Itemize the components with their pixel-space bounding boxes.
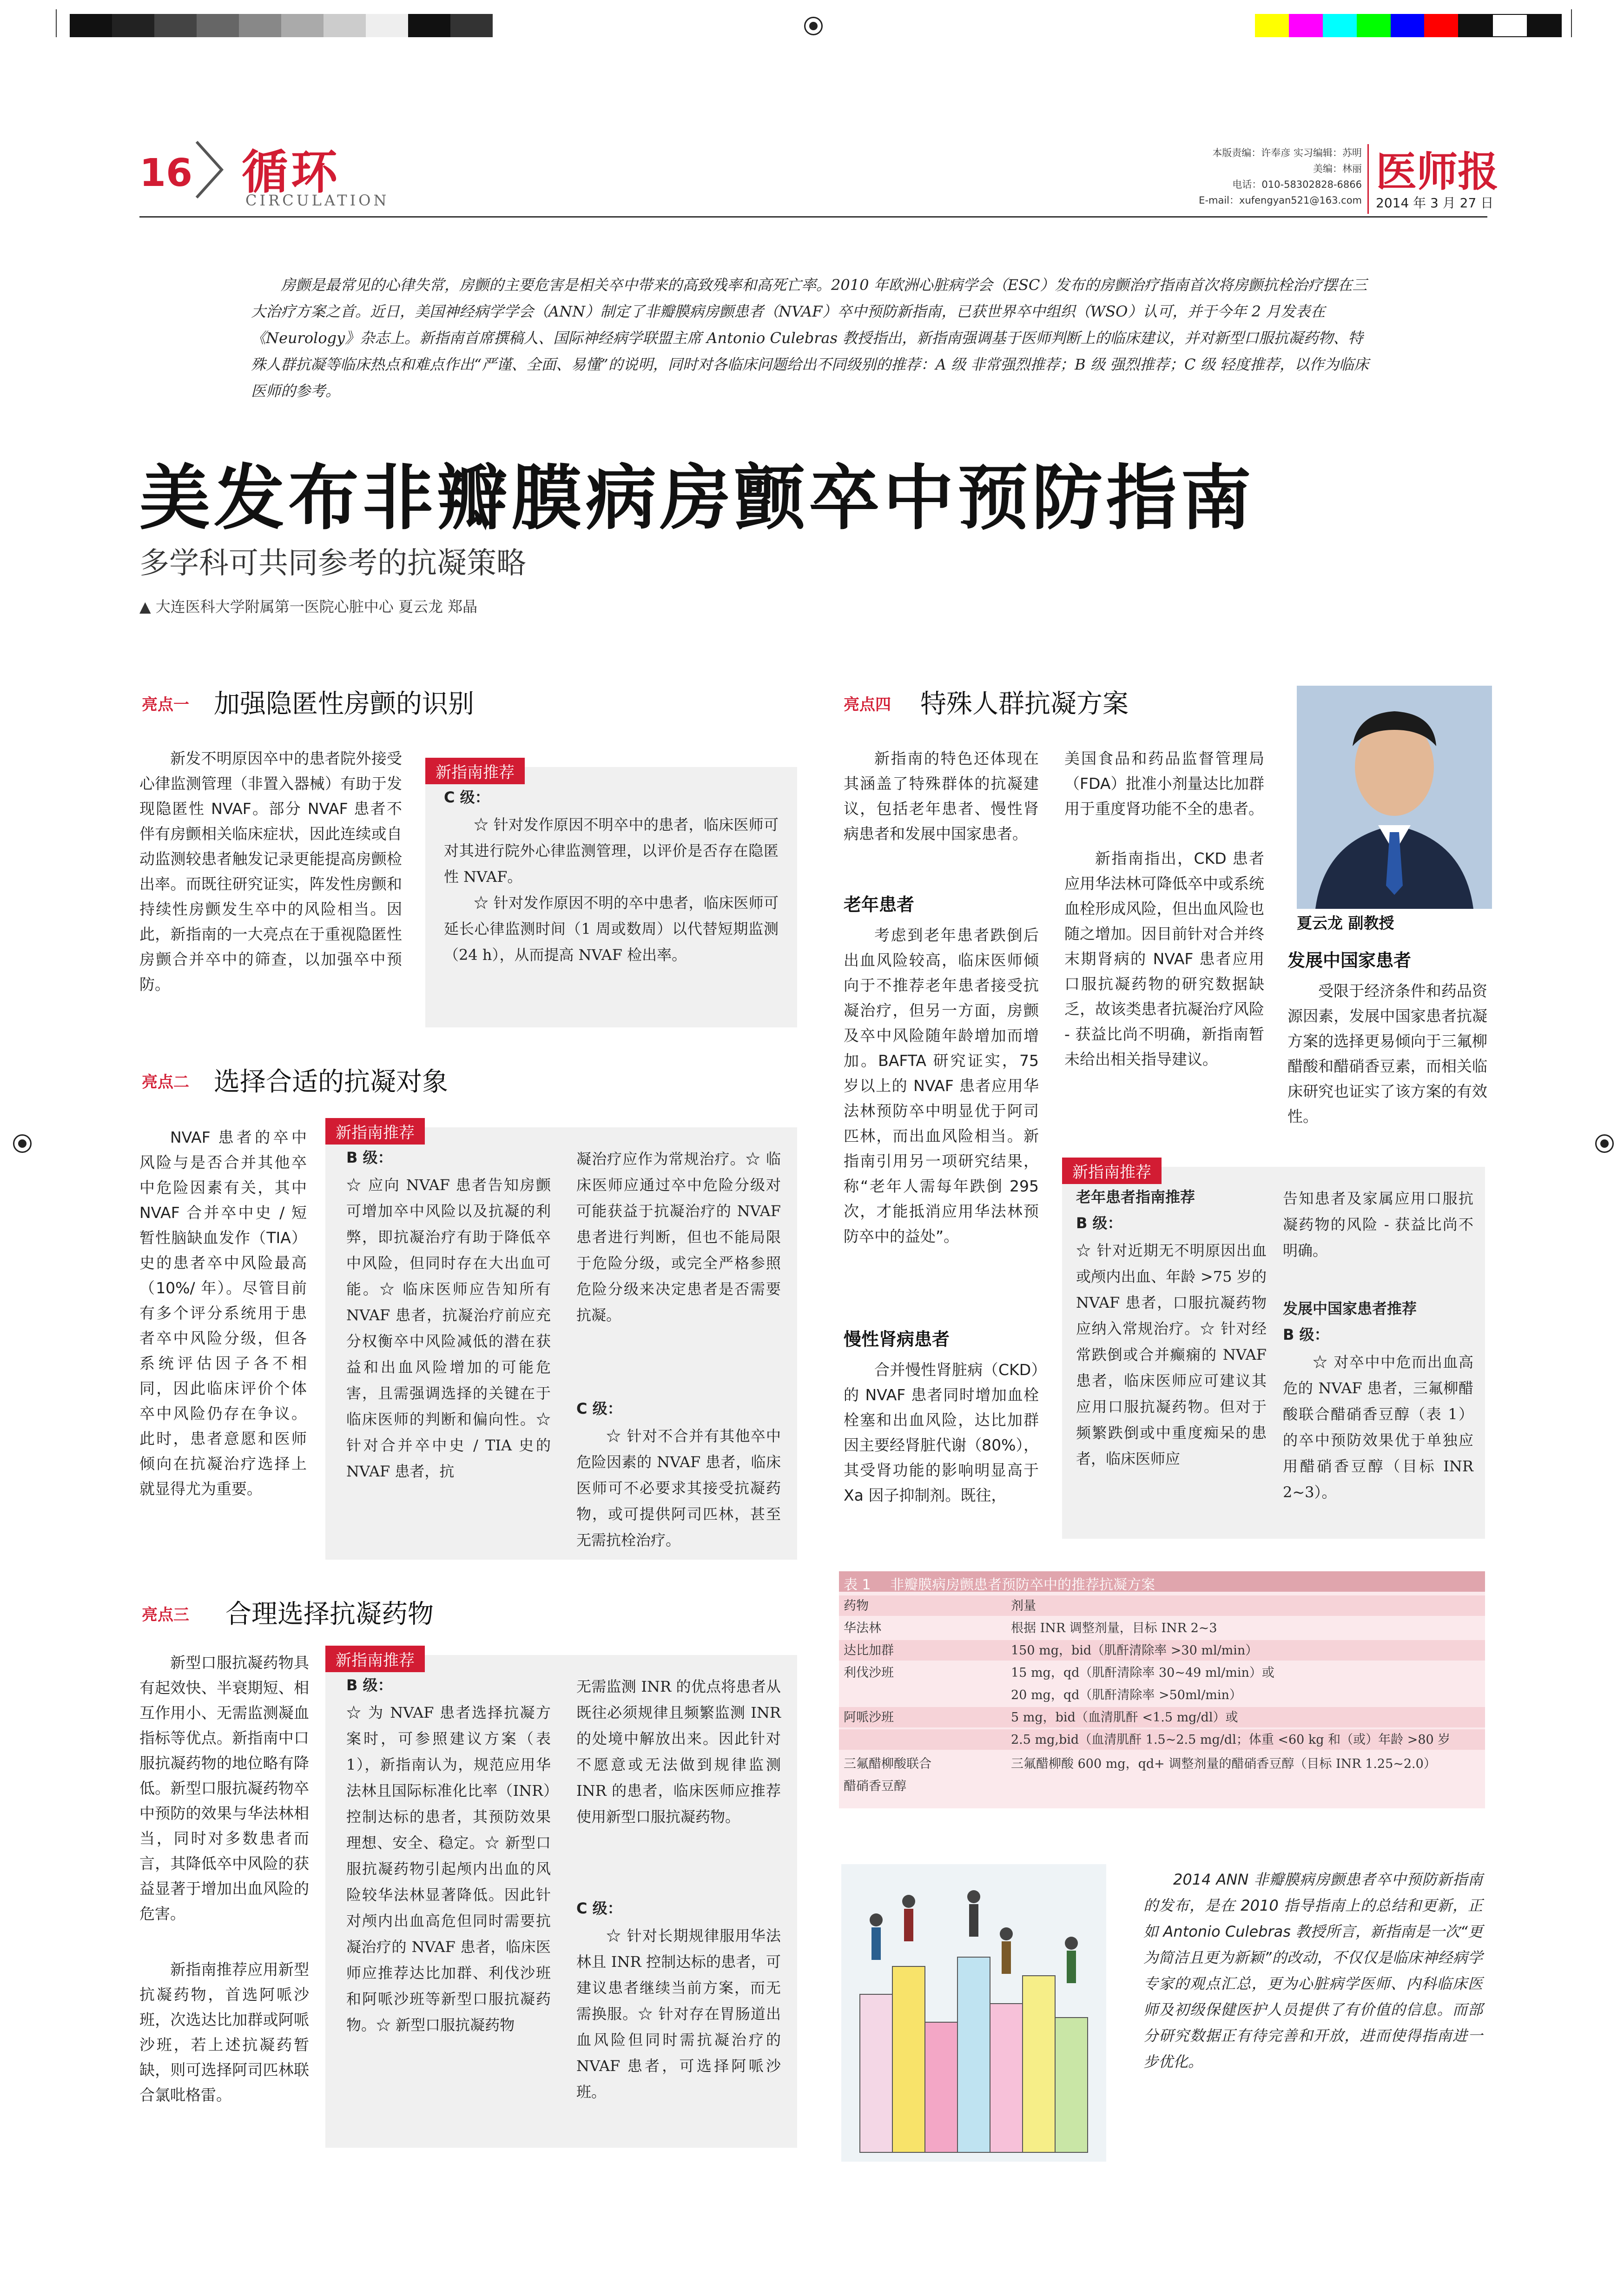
chevron-icon bbox=[193, 139, 225, 200]
highlight-2-tag: 亮点二 bbox=[142, 1073, 189, 1092]
table-label: 表 1 bbox=[844, 1577, 871, 1593]
article-subtitle: 多学科可共同参考的抗凝策略 bbox=[139, 546, 526, 581]
bar-figures-illustration bbox=[841, 1864, 1106, 2162]
highlight-2-recommend-box bbox=[325, 1124, 797, 1560]
table-row bbox=[839, 1729, 1485, 1750]
table-cell: 华法林 bbox=[844, 1621, 881, 1635]
subheading-ckd: 慢性肾病患者 bbox=[844, 1329, 950, 1350]
author-photo bbox=[1297, 686, 1492, 909]
box-tag: 新指南推荐 bbox=[425, 758, 525, 784]
box-column-1: ☆ 应向 NVAF 患者告知房颤可增加卒中风险以及抗凝的利弊，即抗凝治疗有助于降低卒中风险，但同时存在大出血可能。☆ 临床医师应告知所有 NVAF 患者，抗凝治疗前应充分权衡卒中风险减低的潜在获益和出血风险增加的可能危害，且需强调选择的关键在于临床医师的判断和偏向性。☆ 针对合并卒中史 / TIA 史的 NVAF 患者，抗 bbox=[346, 1176, 551, 1480]
table-cell: 三氟醋柳酸联合 bbox=[844, 1757, 931, 1771]
table-cell: 醋硝香豆醇 bbox=[844, 1779, 906, 1793]
crop-corner-tl bbox=[56, 9, 57, 37]
crop-mark-left bbox=[13, 1134, 32, 1153]
box-column-2: 告知患者及家属应用口服抗凝药物的风险 - 获益比尚不明确。 bbox=[1283, 1190, 1473, 1259]
editor-line: 本版责编：许奉彦 实习编辑：苏明 bbox=[1212, 147, 1362, 159]
highlight-1-body: 新发不明原因卒中的患者院外接受心律监测管理（非置入器械）有助于发现隐匿性 NVAF。部分 NVAF 患者不伴有房颤相关临床症状，因此连续或自动监测较患者触发记录更能提高房颤检出率。而既往研究证实，阵发性房颤和持续性房颤发生卒中的风险相当。因此，新指南的一大亮点在于重视隐匿性房颤合并卒中的筛查，以加强卒中预防。 bbox=[139, 749, 402, 993]
box-grade: C 级： bbox=[576, 1400, 622, 1417]
table-1 bbox=[839, 1571, 1485, 1808]
illustration bbox=[841, 1864, 1106, 2162]
table-cell: 达比加群 bbox=[844, 1643, 894, 1658]
table-cell: 20 mg，qd（肌酐清除率 >50ml/min） bbox=[1011, 1688, 1242, 1702]
highlight-3-body: 新指南推荐应用新型抗凝药物，首选阿哌沙班，次选达比加群或阿哌沙班，若上述抗凝药暂缺，则可选择阿司匹林联合氯吡格雷。 bbox=[139, 1960, 309, 2104]
box-paragraph: ☆ 针对长期规律服用华法林且 INR 控制达标的患者，可建议患者继续当前方案，而无需换服。☆ 针对存在胃肠道出血风险但同时需抗凝治疗的 NVAF 患者，可选择阿哌沙班。 bbox=[576, 1927, 781, 2101]
crop-corner-tr bbox=[1571, 9, 1572, 37]
highlight-2-heading: 选择合适的抗凝对象 bbox=[214, 1067, 448, 1097]
box-paragraph: ☆ 对卒中中危而出血高危的 NVAF 患者，三氟柳醋酸联合醋硝香豆醇（表 1）的卒中预防效果优于单独应用醋硝香豆醇（目标 INR 2~3）。 bbox=[1283, 1353, 1473, 1501]
box-column-2: 无需监测 INR 的优点将患者从既往必须规律且频繁监测 INR 的处境中解放出来。因此针对不愿意或无法做到规律监测 INR 的患者，临床医师应推荐使用新型口服抗凝药物。 bbox=[576, 1678, 781, 1826]
table-cell: 三氟醋柳酸 600 mg，qd+ 调整剂量的醋硝香豆醇（目标 INR 1.25~2.0） bbox=[1011, 1757, 1436, 1771]
box-grade: B 级： bbox=[346, 1149, 393, 1166]
box-column-1: ☆ 针对近期无不明原因出血或颅内出血、年龄 >75 岁的 NVAF 患者，口服抗凝药物应纳入常规治疗。☆ 针对经常跌倒或合并癫痫的 NVAF 患者，临床医师应可建议其应用口服抗凝药物。但对于频繁跌倒或中重度痴呆的患者，临床医师应 bbox=[1076, 1242, 1267, 1468]
column2-paragraph: 美国食品和药品监督管理局（FDA）批准小剂量达比加群用于重度肾功能不全的患者。 bbox=[1064, 749, 1264, 818]
editor-credits bbox=[1181, 145, 1362, 208]
box-grade: B 级： bbox=[346, 1676, 393, 1694]
highlight-1-recommend-box bbox=[425, 763, 797, 1027]
table-title-bar bbox=[839, 1571, 1485, 1592]
box-column-1: ☆ 为 NVAF 患者选择抗凝方案时，可参照建议方案（表 1），新指南认为，规范应用华法林且国际标准化比率（INR）控制达标的患者，其预防效果理想、安全、稳定。☆ 新型口服抗凝药物引起颅内出血的风险较华法林显著降低。因此针对颅内出血高危但同时需要抗凝治疗的 NVAF 患者，临床医师应推荐达比加群、利伐沙班和阿哌沙班等新型口服抗凝药物。☆ 新型口服抗凝药物 bbox=[346, 1704, 551, 2034]
highlight-3-heading: 合理选择抗凝药物 bbox=[225, 1599, 434, 1629]
editor-line: 电话：010-58302828-6866 bbox=[1232, 179, 1362, 190]
box-grade: C 级： bbox=[444, 788, 490, 806]
table-cell: 5 mg，bid（血清肌酐 <1.5 mg/dl）或 bbox=[1011, 1710, 1238, 1725]
highlight-3-body: 新型口服抗凝药物具有起效快、半衰期短、相互作用小、无需监测凝血指标等优点。新指南中口服抗凝药物的地位略有降低。新型口服抗凝药物卒中预防的效果与华法林相当，同时对多数患者而言，其降低卒中风险的获益显著于增加出血风险的危害。 bbox=[139, 1654, 309, 1923]
crop-mark-right bbox=[1595, 1134, 1614, 1153]
intro-paragraph: 房颤是最常见的心律失常，房颤的主要危害是相关卒中带来的高致残率和高死亡率。2010 年欧洲心脏病学会（ESC）发布的房颤治疗指南首次将房颤抗栓治疗摆在三大治疗方案之首。近日，美国神经病学学会（ANN）制定了非瓣膜病房颤患者（NVAF）卒中预防新指南，已获世界卒中组织（WSO）认可，并于今年 2 月发表在《Neurology》杂志上。新指南首席撰稿人、国际神经病学联盟主席 Antonio Culebras 教授指出，新指南强调基于医师判断上的临床建议，并对新型口服抗凝药物、特殊人群抗凝等临床热点和难点作出“严谨、全面、易懂”的说明，同时对各临床问题给出不同级别的推荐：A 级 非常强烈推荐；B 级 强烈推荐；C 级 轻度推荐，以作为临床医师的参考。 bbox=[251, 276, 1369, 400]
highlight-1-heading: 加强隐匿性房颤的识别 bbox=[214, 689, 474, 719]
author-line: ▲ 大连医科大学附属第一医院心脏中心 夏云龙 郑晶 bbox=[139, 598, 478, 615]
table-cell: 2.5 mg,bid（血清肌酐 1.5~2.5 mg/dl；体重 <60 kg 和（或）年龄 >80 岁 bbox=[1011, 1733, 1451, 1747]
person-portrait-icon bbox=[1297, 686, 1492, 909]
highlight-4-heading: 特殊人群抗凝方案 bbox=[920, 689, 1129, 719]
editor-line: E-mail：xufengyan521@163.com bbox=[1199, 195, 1362, 206]
box-paragraph: ☆ 针对不合并有其他卒中危险因素的 NVAF 患者，临床医师可不必要求其接受抗凝药物，或可提供阿司匹林，甚至无需抗栓治疗。 bbox=[576, 1427, 781, 1549]
table-cell: 150 mg，bid（肌酐清除率 >30 ml/min） bbox=[1011, 1643, 1258, 1658]
table-cell: 15 mg，qd（肌酐清除率 30~49 ml/min）或 bbox=[1011, 1666, 1274, 1680]
box-tag: 新指南推荐 bbox=[325, 1646, 425, 1672]
table-title: 非瓣膜病房颤患者预防卒中的推荐抗凝方案 bbox=[890, 1577, 1155, 1593]
subheading-elderly: 老年患者 bbox=[844, 894, 915, 915]
table-cell: 阿哌沙班 bbox=[844, 1710, 894, 1725]
box-grade: C 级： bbox=[576, 1899, 622, 1917]
crop-mark-top bbox=[804, 17, 823, 35]
header-rule bbox=[139, 216, 1487, 218]
article-title: 美发布非瓣膜病房颤卒中预防指南 bbox=[139, 456, 1255, 539]
table-row bbox=[839, 1640, 1485, 1661]
box-subheading: 发展中国家患者推荐 bbox=[1283, 1300, 1417, 1317]
table-cell: 利伐沙班 bbox=[844, 1666, 894, 1680]
section-title-cn: 循环 bbox=[242, 145, 340, 199]
highlight-4-recommend-box bbox=[1062, 1163, 1485, 1539]
section-title-en: CIRCULATION bbox=[245, 192, 389, 209]
registration-bar-right bbox=[1255, 14, 1562, 37]
editor-line: 美编：林丽 bbox=[1313, 163, 1362, 174]
masthead-logo: 医师报 bbox=[1376, 147, 1499, 196]
table-header-cell: 药物 bbox=[844, 1599, 869, 1613]
issue-date: 2014 年 3 月 27 日 bbox=[1376, 195, 1494, 211]
ckd-body: 合并慢性肾脏病（CKD）的 NVAF 患者同时增加血栓栓塞和出血风险，达比加群因主要经肾脏代谢（80%），其受肾功能的影响明显高于 Xa 因子抑制剂。既往， bbox=[844, 1361, 1039, 1504]
box-tag: 新指南推荐 bbox=[325, 1118, 425, 1145]
box-grade: B 级： bbox=[1283, 1326, 1329, 1343]
highlight-3-recommend-box bbox=[325, 1651, 797, 2148]
highlight-4-tag: 亮点四 bbox=[844, 695, 891, 714]
highlight-4-intro: 新指南的特色还体现在其涵盖了特殊群体的抗凝建议，包括老年患者、慢性肾病患者和发展中国家患者。 bbox=[844, 749, 1039, 843]
highlight-3-tag: 亮点三 bbox=[142, 1606, 189, 1624]
table-header-cell: 剂量 bbox=[1011, 1599, 1036, 1613]
closing-paragraph: 2014 ANN 非瓣膜病房颤患者卒中预防新指南的发布，是在 2010 指导指南上的总结和更新，正如 Antonio Culebras 教授所言，新指南是一次“更为简洁且更为新颖”的改动，不仅仅是临床神经病学专家的观点汇总，更为心脏病学医师、内科临床医师及初级保健医护人员提供了有价值的信息。而部分研究数据正有待完善和开放，进而使得指南进一步优化。 bbox=[1143, 1871, 1483, 2071]
highlight-2-body: NVAF 患者的卒中风险与是否合并其他卒中危险因素有关，其中 NVAF 合并卒中史 / 短暂性脑缺血发作（TIA）史的患者卒中风险最高（10%/ 年）。尽管目前有多个评分系统用于患者卒中风险分级，但各系统评估因子各不相同，因此临床评价个体卒中风险仍存在争议。此时，患者意愿和医师倾向在抗凝治疗选择上就显得尤为重要。 bbox=[139, 1128, 307, 1498]
elderly-body: 考虑到老年患者跌倒后出血风险较高，临床医师倾向于不推荐老年患者接受抗凝治疗，但另一方面，房颤及卒中风险随年龄增加而增加。BAFTA 研究证实，75 岁以上的 NVAF 患者应用华法林预防卒中明显优于阿司匹林，而出血风险相当。新指南引用另一项研究结果，称“老年人需每年跌倒 295 次，才能抵消应用华法林预防卒中的益处”。 bbox=[844, 926, 1039, 1245]
box-tag: 新指南推荐 bbox=[1062, 1158, 1162, 1184]
box-paragraph: ☆ 针对发作原因不明卒中的患者，临床医师可对其进行院外心律监测管理，以评价是否存在隐匿性 NVAF。 bbox=[444, 816, 779, 886]
table-row bbox=[839, 1707, 1485, 1727]
developing-body: 受限于经济条件和药品资源因素，发展中国家患者抗凝方案的选择更易倾向于三氟柳醋酸和醋硝香豆素，而相关临床研究也证实了该方案的有效性。 bbox=[1287, 982, 1487, 1125]
highlight-1-tag: 亮点一 bbox=[142, 695, 189, 714]
box-subheading: 老年患者指南推荐 bbox=[1076, 1188, 1195, 1206]
column2-paragraph: 新指南指出，CKD 患者应用华法林可降低卒中或系统血栓形成风险，但出血风险也随之增加。因目前针对合并终末期肾病的 NVAF 患者应用口服抗凝药物的研究数据缺乏，故该类患者抗凝治疗风险 - 获益比尚不明确，新指南暂未给出相关指导建议。 bbox=[1064, 849, 1264, 1068]
registration-bar-left bbox=[70, 14, 493, 37]
box-paragraph: ☆ 针对发作原因不明的卒中患者，临床医师可延长心律监测时间（1 周或数周）以代替短期监测（24 h），从而提高 NVAF 检出率。 bbox=[444, 894, 779, 964]
photo-caption: 夏云龙 副教授 bbox=[1297, 914, 1394, 932]
page-number: 16 bbox=[139, 151, 193, 195]
box-column-2: 凝治疗应作为常规治疗。☆ 临床医师应通过卒中危险分级对可能获益于抗凝治疗的 NVAF 患者进行判断，但也不能局限于危险分级，或完全严格参照危险分级来决定患者是否需要抗凝。 bbox=[576, 1150, 781, 1324]
subheading-developing: 发展中国家患者 bbox=[1287, 950, 1412, 971]
table-header-row bbox=[839, 1595, 1485, 1616]
box-grade: B 级： bbox=[1076, 1214, 1122, 1232]
table-cell: 根据 INR 调整剂量，目标 INR 2~3 bbox=[1011, 1621, 1217, 1635]
editor-divider bbox=[1367, 144, 1369, 214]
